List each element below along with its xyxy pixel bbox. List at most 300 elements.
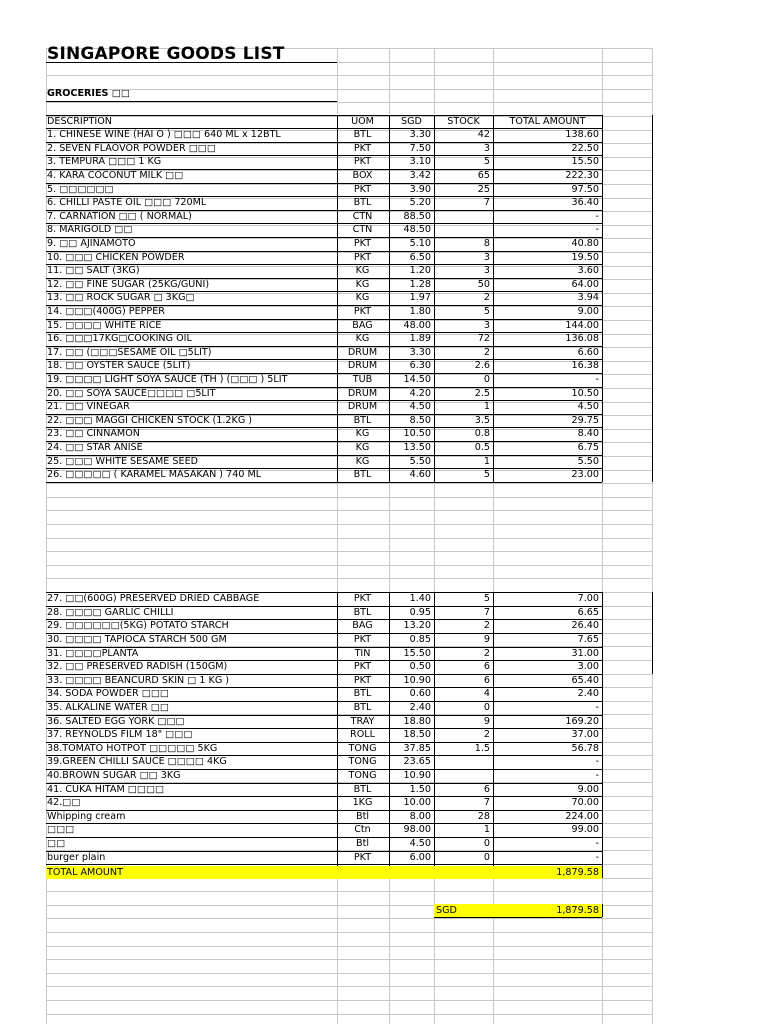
item-sgd: 0.85 [409, 634, 431, 645]
item-uom: Btl [355, 838, 369, 849]
gridline [46, 101, 337, 102]
item-sgd: 1.89 [409, 333, 431, 345]
item-sgd: 1.40 [409, 593, 431, 605]
item-total: 99.00 [571, 824, 599, 836]
item-sgd: 37.85 [403, 742, 431, 754]
item-stock: 0 [483, 374, 490, 385]
item-total: - [595, 770, 599, 781]
total-label: TOTAL AMOUNT [47, 866, 123, 878]
table-row [0, 796, 768, 810]
item-total: 56.78 [571, 742, 599, 754]
item-sgd: 5.50 [409, 455, 431, 467]
item-stock: 0.8 [474, 428, 490, 440]
item-total: 36.40 [571, 197, 599, 209]
item-uom: KG [355, 442, 370, 453]
item-stock: 8 [483, 238, 490, 249]
summary-value: 1,879.58 [556, 904, 599, 916]
table-row [0, 319, 768, 333]
item-sgd: 10.90 [403, 770, 431, 781]
item-total: 6.75 [577, 442, 599, 453]
item-stock: 1 [483, 401, 490, 413]
item-uom: DRUM [347, 387, 378, 399]
gridline [46, 524, 652, 525]
item-uom: PKT [353, 251, 372, 263]
item-stock: 4 [483, 688, 490, 700]
item-stock: 6 [483, 783, 490, 795]
item-stock: 6 [483, 674, 490, 686]
item-description: 17. □□ (□□□SESAME OIL □5LIT) [47, 346, 212, 358]
item-uom: TONG [348, 770, 377, 781]
table-row [0, 851, 768, 865]
table-row [0, 414, 768, 428]
item-sgd: 18.80 [403, 715, 431, 727]
item-description: 25. □□□ WHITE SESAME SEED [47, 455, 199, 467]
item-description: 16. □□□17KG□COOKING OIL [47, 333, 192, 345]
item-sgd: 3.30 [409, 129, 431, 141]
item-uom: KG [355, 292, 370, 304]
item-stock: 2 [483, 647, 490, 659]
item-sgd: 48.00 [403, 319, 431, 331]
gridline [46, 565, 652, 566]
table-row [0, 810, 768, 824]
item-stock: 2.5 [474, 387, 490, 399]
item-total: 26.40 [571, 620, 599, 632]
item-stock: 9 [483, 634, 490, 645]
item-stock [434, 755, 490, 769]
item-total: 9.00 [577, 783, 599, 795]
table-row [0, 332, 768, 346]
item-sgd: 98.00 [403, 824, 431, 836]
item-sgd: 0.50 [409, 661, 431, 673]
item-description: 33. □□□□ BEANCURD SKIN □ 1 KG ) [47, 674, 230, 686]
gridline [46, 946, 652, 947]
item-total: 40.80 [571, 238, 599, 249]
item-total: 23.00 [571, 469, 599, 481]
item-uom: BTL [353, 702, 372, 713]
item-uom: PKT [353, 142, 372, 154]
item-description: 22. □□□ MAGGI CHICKEN STOCK (1.2KG ) [47, 414, 253, 426]
item-description: 11. □□ SALT (3KG) [47, 265, 140, 277]
item-description: 24. □□ STAR ANISE [47, 442, 143, 453]
item-sgd: 15.50 [403, 647, 431, 659]
item-sgd: 3.90 [409, 183, 431, 195]
item-stock: 1 [483, 824, 490, 836]
table-row [0, 441, 768, 455]
item-sgd: 10.90 [403, 674, 431, 686]
item-sgd: 23.65 [403, 756, 431, 768]
item-stock [434, 769, 490, 783]
item-uom: BAG [352, 319, 373, 331]
item-description: 28. □□□□ GARLIC CHILLI [47, 606, 174, 618]
gridline [46, 1014, 652, 1015]
table-row [0, 305, 768, 319]
item-description: 36. SALTED EGG YORK □□□ [47, 715, 185, 727]
item-uom: TUB [352, 374, 373, 385]
item-stock: 5 [483, 306, 490, 317]
item-uom: KG [355, 428, 370, 440]
item-sgd: 1.80 [409, 306, 431, 317]
item-stock: 1 [483, 455, 490, 467]
item-uom: KG [355, 333, 370, 345]
table-row [0, 196, 768, 210]
item-description: Whipping cream [47, 810, 126, 822]
gridline [46, 918, 652, 919]
gridline [46, 973, 652, 974]
item-sgd: 88.50 [403, 210, 431, 222]
table-row [0, 633, 768, 647]
item-description: 27. □□(600G) PRESERVED DRIED CABBAGE [47, 593, 260, 605]
table-row [0, 400, 768, 414]
item-uom: PKT [353, 156, 372, 168]
sheet-title: SINGAPORE GOODS LIST [47, 44, 285, 64]
item-description: 23. □□ CINNAMON [47, 428, 140, 440]
item-stock: 3.5 [474, 414, 490, 426]
item-description: 31. □□□□PLANTA [47, 647, 139, 659]
item-uom: TIN [354, 647, 371, 659]
item-uom: KG [355, 455, 370, 467]
item-stock: 0 [483, 851, 490, 863]
item-stock: 7 [483, 606, 490, 618]
item-description: 40.BROWN SUGAR □□ 3KG [47, 770, 181, 781]
item-stock: 1.5 [474, 742, 490, 754]
item-uom: 1KG [352, 797, 373, 809]
item-total: 22.50 [571, 142, 599, 154]
item-uom: BOX [352, 170, 373, 181]
item-sgd: 14.50 [403, 374, 431, 385]
gridline [46, 959, 652, 960]
item-sgd: 4.60 [409, 469, 431, 481]
item-uom: KG [355, 265, 370, 277]
item-total: 15.50 [571, 156, 599, 168]
item-description: 39.GREEN CHILLI SAUCE □□□□ 4KG [47, 756, 227, 768]
header-stock: STOCK [447, 115, 480, 127]
total-value: 1,879.58 [556, 866, 599, 878]
item-sgd: 4.50 [409, 838, 431, 849]
item-description: 13. □□ ROCK SUGAR □ 3KG□ [47, 292, 195, 304]
total-row [0, 866, 768, 880]
table-row [0, 346, 768, 360]
item-description: 21. □□ VINEGAR [47, 401, 130, 413]
table-row [0, 619, 768, 633]
item-description: 8. MARIGOLD □□ [47, 224, 133, 236]
table-row [0, 142, 768, 156]
item-uom: ROLL [350, 729, 375, 741]
item-total: 16.38 [571, 360, 599, 372]
item-total: 9.00 [577, 306, 599, 317]
item-stock: 0 [483, 702, 490, 713]
item-stock: 42 [477, 129, 490, 141]
item-total: 222.30 [565, 170, 599, 181]
table-row [0, 373, 768, 387]
item-description: 42.□□ [47, 797, 81, 809]
table-row [0, 592, 768, 606]
item-total: 6.65 [577, 606, 599, 618]
item-description: 4. KARA COCONUT MILK □□ [47, 170, 184, 181]
item-description: □□ [47, 838, 66, 849]
item-uom: PKT [353, 183, 372, 195]
item-stock: 0.5 [474, 442, 490, 453]
item-description: 30. □□□□ TAPIOCA STARCH 500 GM [47, 634, 227, 645]
table-row [0, 264, 768, 278]
item-total: - [595, 224, 599, 236]
item-description: 1. CHINESE WINE (HAI O ) □□□ 640 ML x 12BTL [47, 129, 281, 141]
item-stock: 0 [483, 838, 490, 849]
item-description: 15. □□□□ WHITE RICE [47, 319, 162, 331]
item-total: 3.60 [577, 265, 599, 277]
item-total: 6.60 [577, 346, 599, 358]
item-description: 19. □□□□ LIGHT SOYA SAUCE (TH ) (□□□ ) 5LIT [47, 374, 288, 385]
item-uom: Ctn [354, 824, 371, 836]
item-total: 70.00 [571, 797, 599, 809]
item-sgd: 0.60 [409, 688, 431, 700]
item-stock: 5 [483, 469, 490, 481]
item-total: 169.20 [565, 715, 599, 727]
item-stock: 3 [483, 251, 490, 263]
gridline [46, 891, 652, 892]
item-total: 144.00 [565, 319, 599, 331]
item-total: 10.50 [571, 387, 599, 399]
item-stock: 25 [477, 183, 490, 195]
item-description: 5. □□□□□□ [47, 183, 114, 195]
item-uom: PKT [353, 674, 372, 686]
item-stock [434, 223, 490, 237]
item-total: 31.00 [571, 647, 599, 659]
table-row [0, 468, 768, 482]
item-total: 97.50 [571, 183, 599, 195]
item-sgd: 4.50 [409, 401, 431, 413]
item-stock: 5 [483, 156, 490, 168]
item-stock: 3 [483, 265, 490, 277]
gridline [46, 578, 652, 579]
table-row [0, 291, 768, 305]
item-uom: DRUM [347, 401, 378, 413]
item-description: 7. CARNATION □□ ( NORMAL) [47, 210, 192, 222]
table-row [0, 755, 768, 769]
item-sgd: 1.97 [409, 292, 431, 304]
item-stock: 2.6 [474, 360, 490, 372]
item-stock: 2 [483, 292, 490, 304]
item-total: 5.50 [577, 455, 599, 467]
gridline [46, 538, 652, 539]
table-row [0, 278, 768, 292]
item-total: - [595, 374, 599, 385]
summary-row [0, 904, 768, 918]
item-uom: BTL [353, 197, 372, 209]
item-total: - [595, 851, 599, 863]
item-sgd: 8.00 [409, 810, 431, 822]
item-sgd: 10.00 [403, 797, 431, 809]
item-stock: 3 [483, 142, 490, 154]
item-stock: 5 [483, 593, 490, 605]
table-row [0, 606, 768, 620]
item-total: 8.40 [577, 428, 599, 440]
item-total: 224.00 [565, 810, 599, 822]
item-uom: DRUM [347, 346, 378, 358]
item-uom: BTL [353, 129, 372, 141]
item-stock: 2 [483, 620, 490, 632]
item-total: 136.08 [565, 333, 599, 345]
gridline [46, 510, 652, 511]
item-description: 35. ALKALINE WATER □□ [47, 702, 169, 713]
item-description: 29. □□□□□□(5KG) POTATO STARCH [47, 620, 229, 632]
item-sgd: 0.95 [409, 606, 431, 618]
gridline [46, 75, 652, 76]
table-row [0, 660, 768, 674]
table-row [0, 427, 768, 441]
item-description: 9. □□ AJINAMOTO [47, 238, 136, 249]
item-uom: CTN [352, 224, 373, 236]
item-sgd: 5.10 [409, 238, 431, 249]
gridline [46, 551, 652, 552]
item-sgd: 13.20 [403, 620, 431, 632]
item-description: □□□ [47, 824, 75, 836]
table-row [0, 674, 768, 688]
item-total: 65.40 [571, 674, 599, 686]
item-total: 3.00 [577, 661, 599, 673]
item-sgd: 6.00 [409, 851, 431, 863]
table-row [0, 455, 768, 469]
table-row [0, 223, 768, 237]
item-description: 6. CHILLI PASTE OIL □□□ 720ML [47, 197, 207, 209]
table-row [0, 823, 768, 837]
item-sgd: 48.50 [403, 224, 431, 236]
table-row [0, 783, 768, 797]
item-description: 14. □□□(400G) PEPPER [47, 306, 165, 317]
summary-label: SGD [436, 904, 457, 916]
item-description: 10. □□□ CHICKEN POWDER [47, 251, 185, 263]
item-uom: Btl [355, 810, 369, 822]
item-total: 7.65 [577, 634, 599, 645]
item-description: 37. REYNOLDS FILM 18" □□□ [47, 729, 193, 741]
gridline [46, 986, 652, 987]
item-uom: TONG [348, 742, 377, 754]
item-uom: TRAY [350, 715, 375, 727]
table-row [0, 715, 768, 729]
item-stock: 9 [483, 715, 490, 727]
item-sgd: 3.42 [409, 170, 431, 181]
header-uom: UOM [351, 115, 374, 127]
item-sgd: 8.50 [409, 414, 431, 426]
item-stock: 2 [483, 346, 490, 358]
item-stock: 7 [483, 797, 490, 809]
item-uom: BTL [353, 414, 372, 426]
item-stock: 3 [483, 319, 490, 331]
gridline [46, 89, 652, 90]
table-row [0, 237, 768, 251]
item-uom: DRUM [347, 360, 378, 372]
item-total: 29.75 [571, 414, 599, 426]
item-total: 37.00 [571, 729, 599, 741]
item-uom: BTL [353, 688, 372, 700]
item-description: 32. □□ PRESERVED RADISH (150GM) [47, 661, 228, 673]
header-total: TOTAL AMOUNT [509, 115, 586, 127]
item-uom: PKT [353, 238, 372, 249]
item-sgd: 5.20 [409, 197, 431, 209]
table-row [0, 128, 768, 142]
item-description: 41. CUKA HITAM □□□□ [47, 783, 165, 795]
gridline [46, 102, 652, 103]
item-stock: 72 [477, 333, 490, 345]
item-total: 2.40 [577, 688, 599, 700]
item-description: 34. SODA POWDER □□□ [47, 688, 169, 700]
table-row [0, 701, 768, 715]
item-sgd: 3.30 [409, 346, 431, 358]
item-uom: BTL [353, 606, 372, 618]
table-row [0, 387, 768, 401]
item-uom: PKT [353, 593, 372, 605]
table-row [0, 687, 768, 701]
item-total: 4.50 [577, 401, 599, 413]
gridline [46, 1000, 652, 1001]
item-uom: BTL [353, 469, 372, 481]
table-row [0, 210, 768, 224]
item-description: 38.TOMATO HOTPOT □□□□□ 5KG [47, 742, 218, 754]
table-row [0, 769, 768, 783]
section-label: GROCERIES □□ [47, 88, 130, 99]
item-uom: BAG [352, 620, 373, 632]
gridline [46, 483, 652, 484]
item-total: 138.60 [565, 129, 599, 141]
item-uom: TONG [348, 756, 377, 768]
item-total: - [595, 838, 599, 849]
header-sgd: SGD [401, 115, 422, 127]
item-stock [434, 210, 490, 224]
item-stock: 2 [483, 729, 490, 741]
item-description: 3. TEMPURA □□□ 1 KG [47, 156, 162, 168]
item-uom: BTL [353, 783, 372, 795]
item-stock: 65 [477, 170, 490, 181]
item-sgd: 18.50 [403, 729, 431, 741]
item-total: - [595, 210, 599, 222]
gridline [434, 917, 602, 918]
table-row [0, 251, 768, 265]
item-total: 19.50 [571, 251, 599, 263]
item-sgd: 13.50 [403, 442, 431, 453]
table-row [0, 837, 768, 851]
item-sgd: 10.50 [403, 428, 431, 440]
item-uom: KG [355, 278, 370, 290]
item-description: 26. □□□□□ ( KARAMEL MASAKAN ) 740 ML [47, 469, 262, 481]
item-description: 18. □□ OYSTER SAUCE (5LIT) [47, 360, 191, 372]
header-description: DESCRIPTION [47, 115, 112, 127]
item-sgd: 6.30 [409, 360, 431, 372]
item-total: 64.00 [571, 278, 599, 290]
item-sgd: 1.28 [409, 278, 431, 290]
item-uom: PKT [353, 306, 372, 317]
item-total: - [595, 702, 599, 713]
table-row [0, 183, 768, 197]
item-stock: 7 [483, 197, 490, 209]
table-row [0, 728, 768, 742]
gridline [46, 497, 652, 498]
item-description: 12. □□ FINE SUGAR (25KG/GUNI) [47, 278, 210, 290]
item-sgd: 7.50 [409, 142, 431, 154]
table-header-row [0, 115, 768, 129]
item-description: 20. □□ SOYA SAUCE□□□□ □5LIT [47, 387, 216, 399]
item-total: 7.00 [577, 593, 599, 605]
item-description: 2. SEVEN FLAOVOR POWDER □□□ [47, 142, 216, 154]
item-sgd: 3.10 [409, 156, 431, 168]
item-sgd: 6.50 [409, 251, 431, 263]
item-stock: 50 [477, 278, 490, 290]
item-total: 3.94 [577, 292, 599, 304]
item-total: - [595, 756, 599, 768]
item-uom: PKT [353, 634, 372, 645]
item-stock: 6 [483, 661, 490, 673]
item-sgd: 2.40 [409, 702, 431, 713]
item-uom: PKT [353, 661, 372, 673]
item-sgd: 1.20 [409, 265, 431, 277]
